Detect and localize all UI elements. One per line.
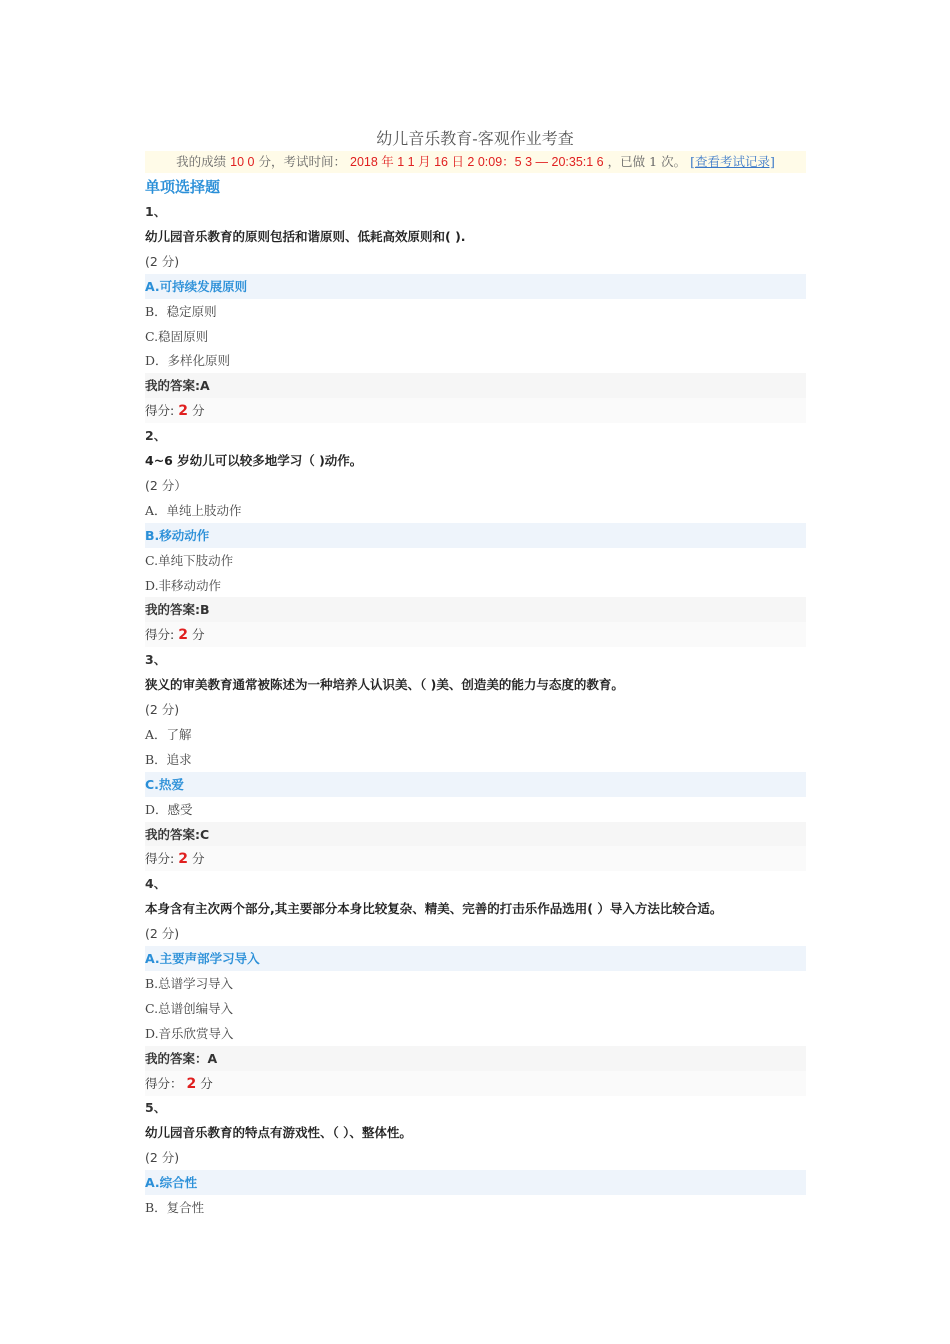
answer-option[interactable]: D.音乐欣赏导入	[145, 1025, 234, 1041]
score-unit: 分	[191, 627, 205, 643]
score-unit: 分	[191, 403, 205, 419]
done-suffix: 次。	[661, 154, 687, 169]
question-points: (2 分)	[145, 253, 180, 269]
answer-option[interactable]: D．感受	[145, 801, 193, 817]
my-answer: 我的答案:C	[145, 822, 806, 847]
question-text: 狭义的审美教育通常被陈述为一种培养人认识美、（ )美、创造美的能力与态度的教育。	[145, 677, 624, 693]
score-prefix: 我的成绩	[176, 154, 227, 169]
answer-option[interactable]: C.稳固原则	[145, 328, 209, 344]
score-label: 得分:	[145, 627, 175, 643]
score-label: 得分:	[145, 851, 175, 867]
my-answer: 我的答案:A	[145, 373, 806, 398]
my-answer: 我的答案:B	[145, 597, 806, 622]
answer-option[interactable]: B.总谱学习导入	[145, 975, 234, 991]
answer-option[interactable]: A．单纯上肢动作	[145, 502, 242, 518]
question-number: 4、	[145, 876, 167, 892]
question-points: (2 分)	[145, 926, 180, 942]
answer-option[interactable]: D.非移动动作	[145, 577, 222, 593]
question-score	[145, 622, 806, 647]
question-points: (2 分)	[145, 702, 180, 717]
score-points: 2	[178, 403, 188, 420]
question-text: 4~6 岁幼儿可以较多地学习（ )动作。	[145, 453, 363, 468]
answer-option[interactable]: A．了解	[145, 726, 192, 742]
score-unit: 分	[191, 851, 205, 867]
correct-option[interactable]: C.热爱	[145, 772, 806, 797]
answer-option[interactable]: B．稳定原则	[145, 303, 217, 319]
view-exam-records-link[interactable]: [查看考试记录]	[690, 154, 775, 169]
correct-option[interactable]: A.综合性	[145, 1170, 806, 1195]
question-number: 1、	[145, 204, 167, 219]
correct-option[interactable]: A.主要声部学习导入	[145, 946, 806, 971]
score-points: 2	[186, 1075, 197, 1092]
exam-time: 2018 年 1 1 月 16 日 2 0:09：5 3 — 20:35:1 6	[350, 155, 604, 169]
answer-option[interactable]: D．多样化原则	[145, 353, 231, 369]
section-title: 单项选择题	[145, 178, 221, 196]
score-unit: 分	[200, 1075, 213, 1091]
answer-option[interactable]: C.单纯下肢动作	[145, 552, 234, 568]
correct-option[interactable]: B.移动动作	[145, 523, 806, 548]
score-points: 2	[178, 851, 188, 868]
question-score	[145, 1071, 806, 1096]
done-prefix: ，已做	[607, 154, 646, 169]
answer-option[interactable]: B．复合性	[145, 1200, 205, 1215]
score-value: 10 0	[230, 155, 255, 169]
score-summary	[145, 151, 806, 173]
question-points: (2 分)	[145, 1150, 180, 1166]
question-text: 幼儿园音乐教育的原则包括和谐原则、低耗高效原则和( ).	[145, 228, 466, 244]
score-unit: 分，考试时间：	[258, 154, 347, 169]
answer-option[interactable]: C.总谱创编导入	[145, 1000, 234, 1016]
question-number: 2、	[145, 428, 167, 444]
question-score	[145, 398, 806, 423]
my-answer: 我的答案：A	[145, 1046, 806, 1071]
question-score	[145, 846, 806, 871]
answer-option[interactable]: B．追求	[145, 751, 192, 767]
question-points: (2 分）	[145, 477, 187, 493]
score-label: 得分:	[145, 403, 175, 419]
question-text: 幼儿园音乐教育的特点有游戏性、（ ）、整体性。	[145, 1125, 412, 1141]
score-points: 2	[178, 627, 188, 644]
score-label: 得分：	[145, 1075, 183, 1091]
page-title: 幼儿音乐教育-客观作业考查	[376, 129, 574, 148]
question-number: 5、	[145, 1100, 167, 1116]
question-text: 本身含有主次两个部分,其主要部分本身比较复杂、精美、完善的打击乐作品选用( ）导入方法比较合适。	[145, 901, 723, 917]
question-number: 3、	[145, 652, 167, 668]
done-count: 1	[649, 154, 658, 169]
correct-option[interactable]: A.可持续发展原则	[145, 274, 806, 299]
